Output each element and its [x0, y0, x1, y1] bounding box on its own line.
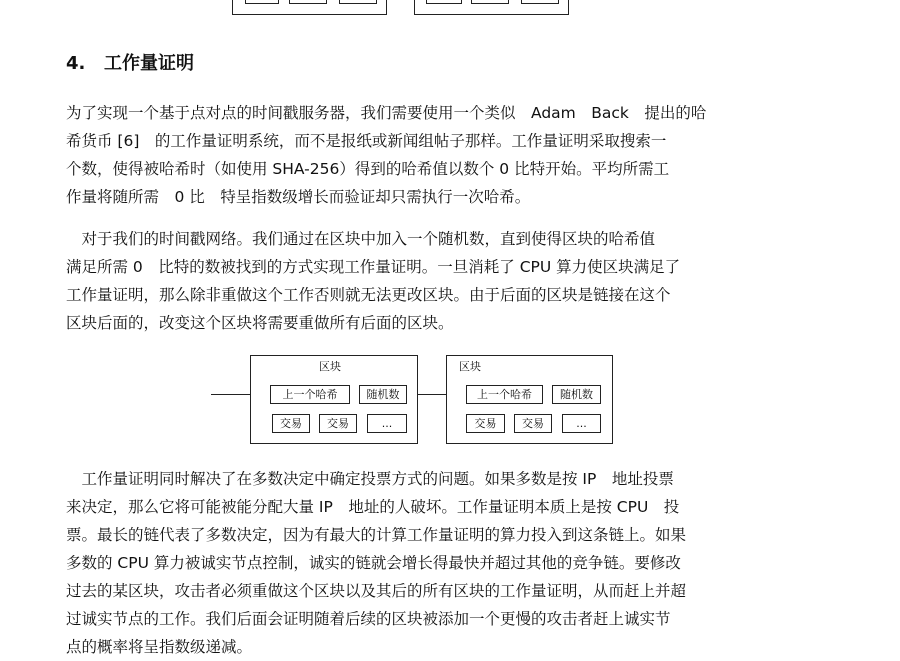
paragraph-line: 个数，使得被哈希时（如使用 SHA-256）得到的哈希值以数个 0 比特开始。平均所需工: [66, 160, 670, 178]
paragraph-line: 多数的 CPU 算力被诚实节点控制，诚实的链就会增长得最快并超过其他的竞争链。要修改: [66, 554, 681, 572]
paragraph-1: [66, 99, 706, 211]
paragraph-line: 工作量证明，那么除非重做这个工作否则就无法更改区块。由于后面的区块是链接在这个: [66, 286, 671, 304]
block-1-label: 区块: [319, 360, 341, 373]
section-number: 4.: [66, 53, 86, 74]
paragraph-line: 点的概率将呈指数级递减。: [66, 638, 253, 656]
previous-cell: [289, 0, 327, 4]
block-2-transaction: 交易: [514, 414, 552, 433]
block-1-nonce: 随机数: [359, 385, 407, 404]
paragraph-line: 票。最长的链代表了多数决定，因为有最大的计算工作量证明的算力投入到这条链上。如果: [66, 526, 687, 544]
paragraph-line: 来决定，那么它将可能被能分配大量 IP 地址的人破坏。工作量证明本质上是按 CPU 投: [66, 498, 680, 516]
paragraph-line: 过去的某区块，攻击者必须重做这个区块以及其后的所有区块的工作量证明，从而赶上并超: [66, 582, 687, 600]
paragraph-3: [66, 465, 686, 661]
paragraph-line: 过诚实节点的工作。我们后面会证明随着后续的区块被添加一个更慢的攻击者赶上诚实节: [66, 610, 671, 628]
paragraph-line: 希货币 [6] 的工作量证明系统，而不是报纸或新闻组帖子那样。工作量证明采取搜索一: [66, 132, 667, 150]
paragraph-line: 工作量证明同时解决了在多数决定中确定投票方式的问题。如果多数是按 IP 地址投票: [66, 470, 674, 488]
block-2-prev-hash: 上一个哈希: [466, 385, 543, 404]
previous-cell: [339, 0, 377, 4]
block-2-nonce: 随机数: [552, 385, 601, 404]
block-1-transaction: 交易: [272, 414, 310, 433]
block-2-transaction: 交易: [466, 414, 505, 433]
paragraph-line: 作量将随所需 0 比 特呈指数级增长而验证却只需执行一次哈希。: [66, 188, 531, 206]
section-heading: [66, 52, 194, 76]
block-2-transaction-ellipsis: ...: [562, 414, 601, 433]
paragraph-line: 为了实现一个基于点对点的时间戳服务器，我们需要使用一个类似 Adam Back 提出的哈: [66, 104, 707, 122]
block-1-prev-hash: 上一个哈希: [270, 385, 350, 404]
previous-cell: [245, 0, 279, 4]
paragraph-line: 对于我们的时间戳网络。我们通过在区块中加入一个随机数，直到使得区块的哈希值: [66, 230, 656, 248]
previous-cell: [521, 0, 559, 4]
previous-cell: [471, 0, 509, 4]
block-1-transaction-ellipsis: ...: [367, 414, 407, 433]
block-1-transaction: 交易: [319, 414, 357, 433]
paragraph-2: [66, 225, 680, 337]
paragraph-line: 满足所需 0 比特的数被找到的方式实现工作量证明。一旦消耗了 CPU 算力使区块满足了: [66, 258, 681, 276]
previous-cell: [426, 0, 462, 4]
section-title: 工作量证明: [104, 53, 194, 74]
paragraph-line: 区块后面的，改变这个区块将需要重做所有后面的区块。: [66, 314, 454, 332]
block-2-label: 区块: [459, 360, 481, 373]
